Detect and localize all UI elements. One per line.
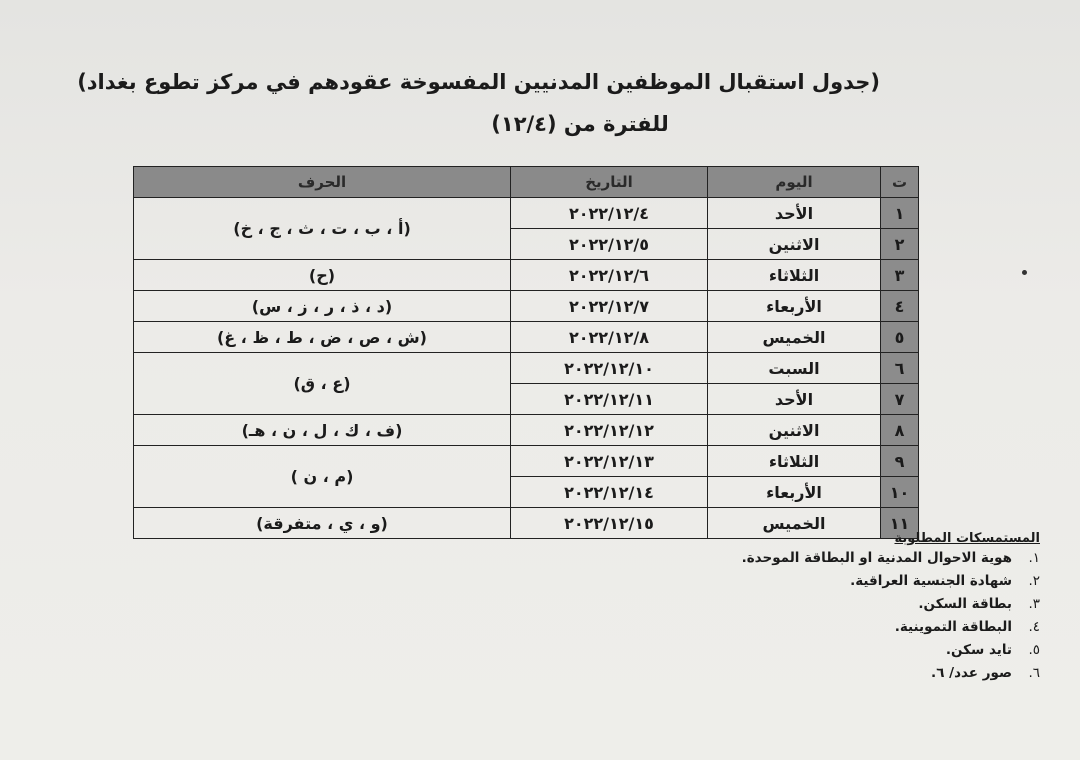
row-letters: (ش ، ص ، ض ، ط ، ظ ، غ) — [134, 322, 511, 353]
row-date: ٢٠٢٢/١٢/١٢ — [511, 415, 708, 446]
table-row — [134, 508, 919, 539]
row-day: الأربعاء — [708, 477, 881, 508]
row-date: ٢٠٢٢/١٢/٨ — [511, 322, 708, 353]
requirement-text: تايد سكن. — [945, 642, 1012, 658]
requirement-text: شهادة الجنسية العراقية. — [850, 573, 1012, 589]
schedule-table — [133, 166, 919, 539]
requirements-heading: المستمسكات المطلوبة — [894, 531, 1040, 546]
table-row — [134, 353, 919, 384]
row-number: ٦ — [881, 353, 919, 384]
row-date: ٢٠٢٢/١٢/١٤ — [511, 477, 708, 508]
requirement-text: هوية الاحوال المدنية او البطاقة الموحدة. — [741, 550, 1012, 566]
row-number: ١٠ — [881, 477, 919, 508]
table-header-row — [134, 167, 919, 198]
requirement-item — [720, 593, 1040, 616]
requirement-number: ٦. — [1028, 665, 1040, 681]
document-title: (جدول استقبال الموظفين المدنيين المفسوخة عقودهم في مركز تطوع بغداد) — [77, 70, 880, 94]
row-letters: (ف ، ك ، ل ، ن ، هـ) — [134, 415, 511, 446]
row-day: الأربعاء — [708, 291, 881, 322]
table-row — [134, 446, 919, 477]
row-date: ٢٠٢٢/١٢/٤ — [511, 198, 708, 229]
row-date: ٢٠٢٢/١٢/٧ — [511, 291, 708, 322]
row-number: ٩ — [881, 446, 919, 477]
row-letters: (أ ، ب ، ت ، ث ، ج ، خ) — [134, 198, 511, 260]
row-day: الاثنين — [708, 415, 881, 446]
requirement-number: ٥. — [1028, 642, 1040, 658]
header-letters: الحرف — [134, 167, 511, 198]
document-subtitle: للفترة من (١٢/٤) — [491, 112, 669, 136]
table-row — [134, 260, 919, 291]
requirement-item — [720, 616, 1040, 639]
table-row — [134, 291, 919, 322]
row-letters: (و ، ي ، متفرقة) — [134, 508, 511, 539]
row-number: ٢ — [881, 229, 919, 260]
row-number: ٥ — [881, 322, 919, 353]
row-day: الاثنين — [708, 229, 881, 260]
row-date: ٢٠٢٢/١٢/٦ — [511, 260, 708, 291]
row-letters: (ع ، ق) — [134, 353, 511, 415]
requirement-item — [720, 639, 1040, 662]
header-day: اليوم — [708, 167, 881, 198]
requirement-text: صور عدد/ ٦. — [931, 665, 1012, 681]
stray-dot — [1022, 270, 1027, 275]
requirement-number: ٢. — [1028, 573, 1040, 589]
table-row — [134, 322, 919, 353]
requirement-text: بطاقة السكن. — [918, 596, 1012, 612]
row-day: السبت — [708, 353, 881, 384]
row-date: ٢٠٢٢/١٢/١٥ — [511, 508, 708, 539]
requirements-list — [720, 547, 1040, 685]
row-number: ٤ — [881, 291, 919, 322]
row-day: الأحد — [708, 384, 881, 415]
header-date: التاريخ — [511, 167, 708, 198]
row-letters: (ح) — [134, 260, 511, 291]
requirement-number: ٤. — [1028, 619, 1040, 635]
requirement-text: البطاقة التموينية. — [894, 619, 1012, 635]
row-date: ٢٠٢٢/١٢/١١ — [511, 384, 708, 415]
requirement-item — [720, 570, 1040, 593]
row-number: ١١ — [881, 508, 919, 539]
requirement-item — [720, 547, 1040, 570]
row-date: ٢٠٢٢/١٢/١٣ — [511, 446, 708, 477]
row-date: ٢٠٢٢/١٢/١٠ — [511, 353, 708, 384]
table-row — [134, 198, 919, 229]
row-day: الخميس — [708, 508, 881, 539]
table-body — [134, 198, 919, 539]
row-day: الثلاثاء — [708, 446, 881, 477]
row-number: ٣ — [881, 260, 919, 291]
requirement-number: ٣. — [1028, 596, 1040, 612]
row-letters: (د ، ذ ، ر ، ز ، س) — [134, 291, 511, 322]
table-row — [134, 415, 919, 446]
requirement-item — [720, 662, 1040, 685]
row-day: الخميس — [708, 322, 881, 353]
row-date: ٢٠٢٢/١٢/٥ — [511, 229, 708, 260]
row-number: ٨ — [881, 415, 919, 446]
row-day: الثلاثاء — [708, 260, 881, 291]
row-number: ٧ — [881, 384, 919, 415]
row-number: ١ — [881, 198, 919, 229]
row-letters: (م ، ن ) — [134, 446, 511, 508]
row-day: الأحد — [708, 198, 881, 229]
requirement-number: ١. — [1028, 550, 1040, 566]
header-num: ت — [881, 167, 919, 198]
